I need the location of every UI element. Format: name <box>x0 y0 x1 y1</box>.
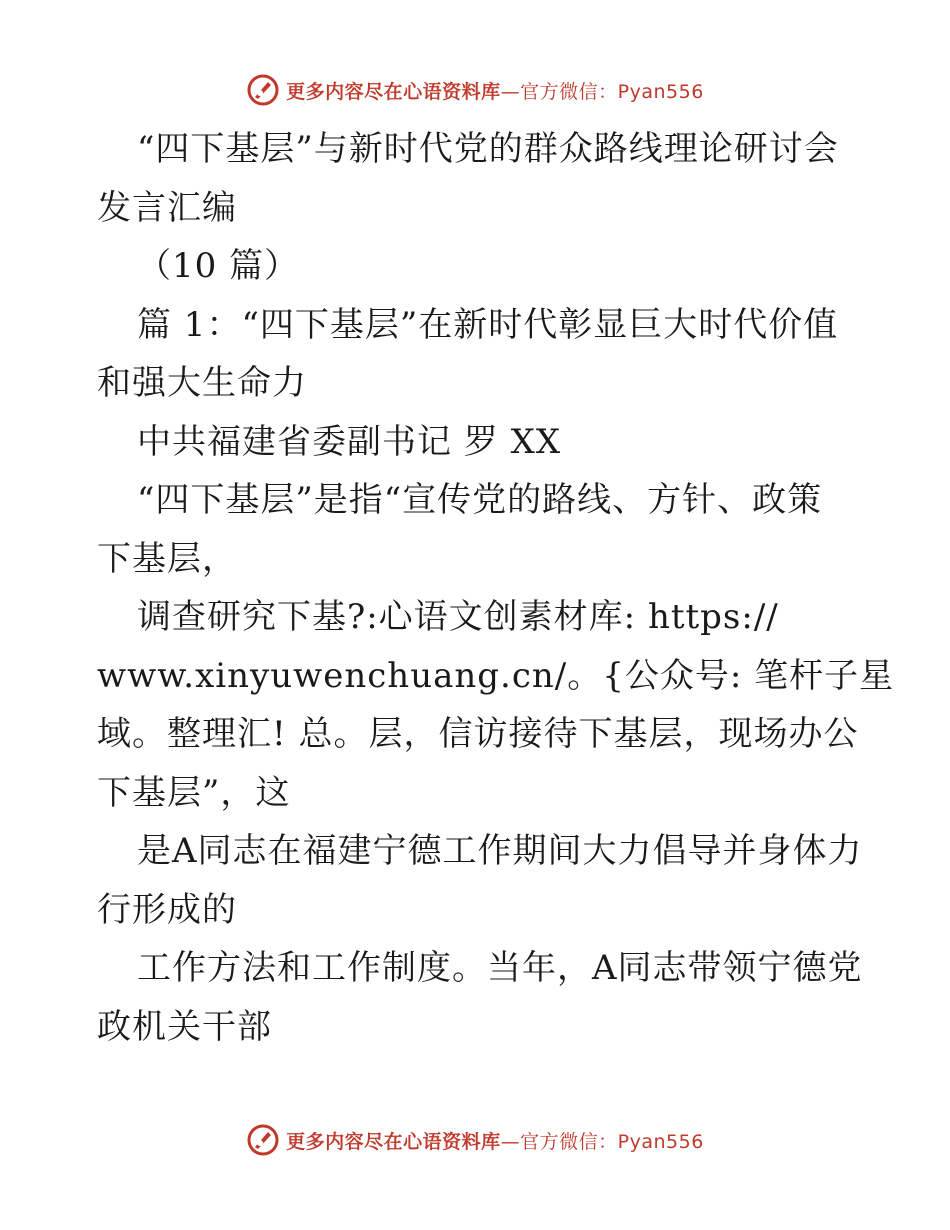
footer-banner <box>0 1120 950 1160</box>
doc-title-line-1: “四下基层”与新时代党的群众路线理论研讨会 <box>137 129 839 169</box>
paragraph-line: “四下基层”是指“宣传党的路线、方针、政策 <box>137 480 823 520</box>
paragraph-line: 政机关干部 <box>97 1006 272 1047</box>
quill-seal-icon <box>246 73 280 107</box>
paragraph-line-url: www.xinyuwenchuang.cn/。{公众号: 笔杆子星 <box>97 655 895 696</box>
header-banner <box>0 70 950 110</box>
doc-title-line-2: 发言汇编 <box>97 187 237 228</box>
author-line: 中共福建省委副书记 罗 XX <box>137 421 562 462</box>
doc-subtitle: （10 篇） <box>137 246 300 286</box>
paragraph-line: 下基层， <box>97 538 237 579</box>
banner-text: 更多内容尽在心语资料库—官方微信：Pyan556 <box>286 1130 704 1153</box>
chapter-title-line-2: 和强大生命力 <box>97 363 307 403</box>
banner-text: 更多内容尽在心语资料库—官方微信：Pyan556 <box>286 80 704 103</box>
paragraph-line: 工作方法和工作制度。当年，A同志带领宁德党 <box>137 948 863 988</box>
quill-seal-icon <box>246 1123 280 1157</box>
chapter-title-line-1: 篇 1：“四下基层”在新时代彰显巨大时代价值 <box>137 304 839 345</box>
paragraph-line: 域。整理汇! 总。层，信访接待下基层，现场办公 <box>97 714 859 754</box>
paragraph-line: 调查研究下基?:心语文创素材库: https:// <box>137 597 779 637</box>
paragraph-line: 下基层”，这 <box>97 772 291 813</box>
paragraph-line: 行形成的 <box>97 889 237 930</box>
paragraph-line: 是A同志在福建宁德工作期间大力倡导并身体力 <box>137 831 863 871</box>
document-body <box>97 120 895 1056</box>
